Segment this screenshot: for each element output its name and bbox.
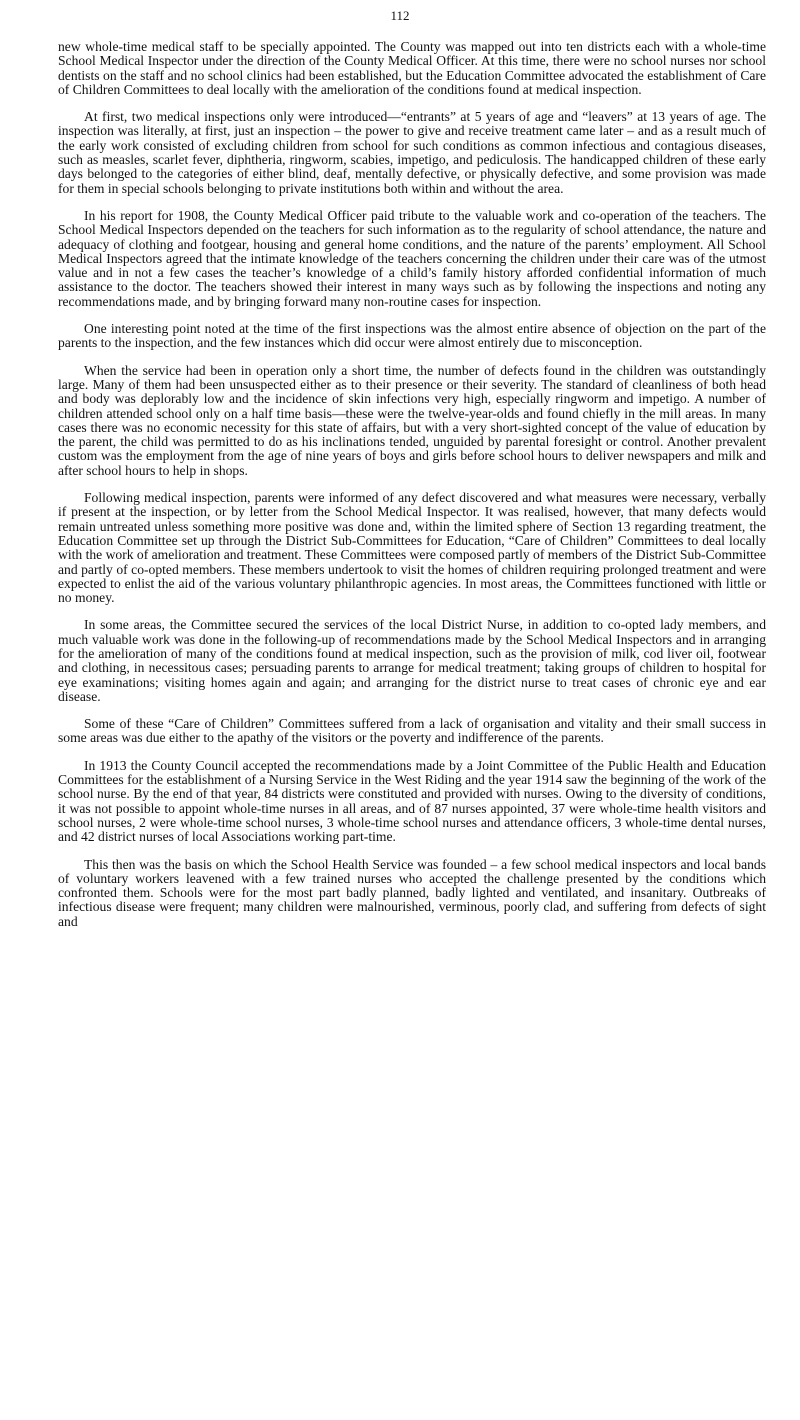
paragraph-3: In his report for 1908, the County Medical Officer paid tribute to the valuable work and co-operation of the teachers. The School Medical Inspectors depended on the teachers for such information as to the regularity of school attendance, the nature and adequacy of clothing and footgear, housing and general home conditions, and the nature of the parents’ employment. All School Medical Inspectors agreed that the intimate knowledge of the teachers concerning the children under their care was of the utmost value and in not a few cases the teacher’s knowledge of a child’s family history afforded confidential information of much assistance to the doctor. The teachers showed their interest in many ways such as by following the inspections and noting any recommendations made, and by bringing forward many non-routine cases for inspection. (58, 207, 766, 309)
paragraph-2: At first, two medical inspections only were introduced—“entrants” at 5 years of age and “leavers” at 13 years of age. The inspection was literally, at first, just an inspection – the power to give and receive treatment came later – and as a result much of the early work consisted of excluding children from school for such conditions as common infectious and contagious diseases, such as measles, scarlet fever, diphtheria, ringworm, scabies, impetigo, and pediculosis. The handicapped children of these early days belonged to the categories of either blind, deaf, mentally defective, or physically defective, and some provision was made for them in special schools belonging to private institutions both within and without the area. (58, 109, 766, 196)
body-text (58, 40, 766, 942)
page-number: 112 (390, 8, 410, 23)
paragraph-8: Some of these “Care of Children” Committees suffered from a lack of organisation and vitality and their small success in some areas was due either to the apathy of the visitors or the poverty and indifference of the parents. (58, 716, 766, 746)
paragraph-10: This then was the basis on which the School Health Service was founded – a few school medical inspectors and local bands of voluntary workers leavened with a few trained nurses who accepted the challenge presented by the conditions which confronted them. Schools were for the most part badly planned, badly lighted and ventilated, and insanitary. Outbreaks of infectious disease were frequent; many children were malnourished, verminous, poorly clad, and suffering from defects of sight and (58, 856, 766, 929)
paragraph-7: In some areas, the Committee secured the services of the local District Nurse, in addition to co-opted lady members, and much valuable work was done in the following-up of recommendations made by the School Medical Inspectors and in arranging for the amelioration of many of the conditions found at medical inspection, such as the provision of milk, cod liver oil, footwear and clothing, in necessitous cases; persuading parents to arrange for medical treatment; taking groups of children to hospital for eye examinations; visiting homes again and again; and arranging for the district nurse to treat cases of chronic eye and ear disease. (58, 617, 766, 704)
paragraph-1: new whole-time medical staff to be specially appointed. The County was mapped out into ten districts each with a whole-time School Medical Inspector under the direction of the County Medical Officer. At this time, there were no school nurses nor school dentists on the staff and no school clinics had been established, but the Education Committee advocated the establishment of Care of Children Committees to deal locally with the amelioration of the conditions found at medical inspection. (58, 39, 766, 97)
paragraph-5: When the service had been in operation only a short time, the number of defects found in the children was outstandingly large. Many of them had been unsuspected either as to their presence or their severity. The standard of cleanliness of both head and body was deplorably low and the incidence of skin infections very high, especially ringworm and impetigo. A number of children attended school only on a half time basis—these were the twelve-year-olds and found chiefly in the mill areas. In many cases there was no economic necessity for this state of affairs, but with a very short-sighted concept of the value of education by the parent, the child was permitted to do as his inclinations tended, unguided by parental foresight or control. Another prevalent custom was the employment from the age of nine years of boys and girls before school hours to deliver newspapers and milk and after school hours to help in shops. (58, 362, 766, 478)
paragraph-9: In 1913 the County Council accepted the recommendations made by a Joint Committee of the Public Health and Education Committees for the establishment of a Nursing Service in the West Riding and the year 1914 saw the beginning of the work of the school nurse. By the end of that year, 84 districts were constituted and provided with nurses. Owing to the diversity of conditions, it was not possible to appoint whole-time nurses in all areas, and of 87 nurses appointed, 37 were whole-time health visitors and school nurses, 2 were whole-time school nurses, 3 whole-time school nurses and attendance officers, 3 whole-time dental nurses, and 42 district nurses of local Associations working part-time. (58, 757, 766, 845)
paragraph-4: One interesting point noted at the time of the first inspections was the almost entire absence of objection on the part of the parents to the inspection, and the few instances which did occur were almost entirely due to misconception. (58, 321, 766, 351)
paragraph-6: Following medical inspection, parents were informed of any defect discovered and what measures were necessary, verbally if present at the inspection, or by letter from the School Medical Inspector. It was realised, however, that many defects would remain untreated unless something more positive was done and, within the limited sphere of Section 13 regarding treatment, the Education Committee set up through the District Sub-Committees for Education, “Care of Children” Committees to deal locally with the work of amelioration and treatment. These Committees were composed partly of members of the District Sub-Committee and partly of co-opted members. These members undertook to visit the homes of children requiring prolonged treatment and were expected to enlist the aid of the various voluntary philanthropic agencies. In most areas, the Committees functioned with little or no money. (58, 490, 766, 606)
